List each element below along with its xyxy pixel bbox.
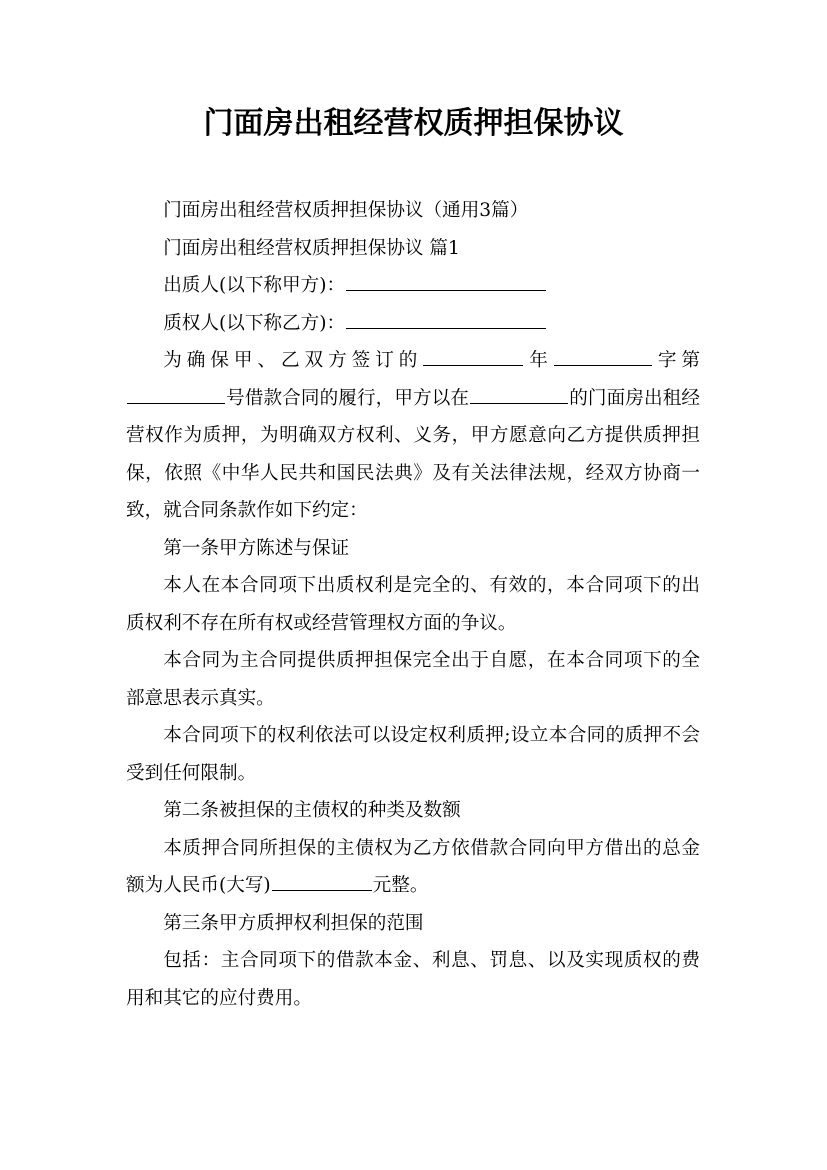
paragraph-pledgor: [126, 267, 700, 305]
article-1-paragraph-2: 本合同为主合同提供质押担保完全出于自愿，在本合同项下的全部意思表示真实。: [126, 650, 700, 709]
article-1-paragraph-1: 本人在本合同项下出质权利是完全的、有效的，本合同项下的出质权利不存在所有权或经营管理权方面的争议。: [126, 575, 700, 634]
purpose-text-3: 字第: [652, 350, 700, 371]
pledgor-blank: [346, 271, 546, 291]
principal-suffix: 元整。: [372, 875, 429, 896]
article-1-paragraph-3: 本合同项下的权利依法可以设定权利质押;设立本合同的质押不会受到任何限制。: [126, 725, 700, 784]
paragraph-purpose: [126, 342, 700, 530]
article-3-paragraph: 包括：主合同项下的借款本金、利息、罚息、以及实现质权的费用和其它的应付费用。: [126, 950, 700, 1009]
paragraph-pledgee: [126, 305, 700, 343]
pledgee-blank: [346, 309, 546, 329]
paragraph-section-heading: 门面房出租经营权质押担保协议 篇1: [163, 237, 460, 259]
purpose-text-1: 为确保甲、乙双方签订的: [163, 350, 423, 371]
document-body: [126, 192, 700, 1017]
pledgee-label: 质权人(以下称乙方)：: [163, 312, 346, 334]
document-title: 门面房出租经营权质押担保协议: [203, 106, 624, 141]
article-2-heading: 第二条被担保的主债权的种类及数额: [163, 800, 461, 821]
principal-text: 本质押合同所担保的主债权为乙方依借款合同向甲方借出的总金额为人民币(大写): [126, 837, 700, 896]
article-2-paragraph: [126, 830, 700, 905]
paragraph-subtitle: 门面房出租经营权质押担保协议（通用3篇）: [163, 200, 529, 221]
purpose-text-5: 的门面房出租经营权作为质押，为明确双方权利、义务，甲方愿意向乙方提供质押担保，依照《中华人民共和国民法典》及有关法律法规，经双方协商一致，就合同条款作如下约定：: [126, 387, 700, 521]
pledgor-label: 出质人(以下称甲方)：: [163, 275, 346, 296]
storefront-location-blank: [470, 384, 568, 404]
purpose-text-2: 年: [524, 350, 553, 371]
contract-number-blank: [127, 384, 225, 404]
purpose-text-4: 号借款合同的履行，甲方以在: [226, 387, 470, 409]
article-3-heading: 第三条甲方质押权利担保的范围: [163, 912, 424, 934]
principal-amount-blank: [272, 871, 372, 891]
contract-year-blank: [423, 346, 523, 366]
article-1-heading: 第一条甲方陈述与保证: [163, 537, 350, 559]
contract-prefix-blank: [554, 346, 652, 366]
